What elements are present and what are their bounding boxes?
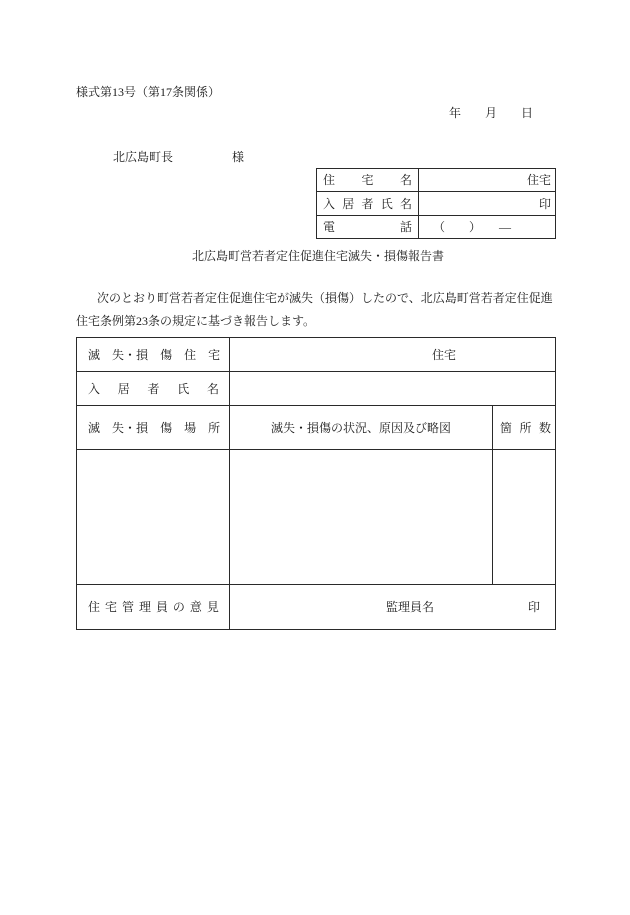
label-char: 傷	[160, 420, 173, 435]
report-row-housing	[77, 338, 556, 372]
body-line-1: 次のとおり町営若者定住促進住宅が滅失（損傷）したので、北広島町営若者定住促進	[97, 291, 553, 305]
label-char: 入	[323, 196, 336, 211]
report-row-details	[77, 450, 556, 585]
label-char: 住	[184, 347, 197, 362]
applicant-resident-label-cell	[317, 192, 419, 216]
label-char: 者	[361, 196, 374, 211]
applicant-housing-label-cell	[317, 169, 419, 192]
label-char: 箇	[500, 420, 513, 435]
report-table	[76, 337, 556, 630]
applicant-housing-value: 住宅	[419, 169, 556, 192]
label-char: 数	[539, 420, 552, 435]
label-char: 失	[112, 420, 125, 435]
label-char: 損	[136, 420, 149, 435]
situation-label: 滅失・損傷の状況、原因及び略図	[230, 406, 493, 450]
label-char	[196, 422, 208, 434]
label-char: 宅	[361, 173, 374, 187]
form-number: 様式第13号（第17条関係）	[76, 85, 221, 99]
label-char: 傷	[160, 347, 173, 362]
label-char: 見	[206, 600, 219, 614]
label-char: 入	[88, 381, 101, 396]
label-char	[100, 422, 112, 434]
label-char: 滅	[88, 347, 101, 362]
label-char: 名	[206, 381, 219, 396]
applicant-resident-seal: 印	[419, 192, 556, 216]
applicant-row-resident	[317, 192, 556, 216]
housing-label-cell	[77, 338, 230, 372]
resident-label	[88, 383, 219, 395]
resident-label-cell	[77, 372, 230, 406]
date-line: 年 月 日	[449, 106, 534, 120]
location-label-cell	[77, 406, 230, 450]
document-title: 北広島町営若者定住促進住宅滅失・損傷報告書	[192, 249, 445, 263]
label-char: 住	[323, 173, 336, 187]
label-char: 氏	[380, 196, 393, 211]
label-char	[148, 422, 160, 434]
label-char: ・	[124, 420, 137, 435]
report-row-resident	[77, 372, 556, 406]
label-char: 員	[155, 600, 168, 614]
housing-label	[88, 349, 219, 361]
label-char: ・	[124, 347, 137, 362]
report-row-opinion	[77, 585, 556, 630]
label-char: 意	[189, 600, 202, 614]
label-char: 失	[112, 347, 125, 362]
label-char: 管	[121, 600, 134, 614]
label-char: 理	[138, 600, 151, 614]
opinion-value-cell	[230, 585, 556, 630]
applicant-resident-label	[323, 198, 412, 210]
addressee: 北広島町長	[113, 150, 174, 164]
applicant-phone-value: （ ） ―	[419, 216, 556, 239]
label-char: 居	[342, 196, 355, 211]
location-value-cell	[77, 450, 230, 585]
label-char: 名	[399, 173, 412, 187]
label-char	[172, 349, 184, 361]
label-char: 名	[399, 196, 412, 211]
label-char	[100, 349, 112, 361]
opinion-label-cell	[77, 585, 230, 630]
label-char: 電	[323, 220, 336, 234]
label-char	[172, 422, 184, 434]
label-char: 居	[117, 381, 130, 396]
applicant-phone-label	[323, 221, 412, 233]
report-row-headers	[77, 406, 556, 450]
applicant-housing-label	[323, 174, 412, 186]
honorific: 様	[232, 150, 245, 164]
count-label-cell	[493, 406, 556, 450]
label-char: 滅	[88, 420, 101, 435]
supervisor-seal: 印	[528, 600, 541, 614]
label-char: の	[172, 600, 185, 614]
label-char	[196, 349, 208, 361]
label-char: 宅	[208, 347, 221, 362]
count-label	[500, 422, 551, 434]
label-char: 所	[519, 420, 532, 435]
applicant-phone-label-cell	[317, 216, 419, 239]
label-char: 場	[184, 420, 197, 435]
resident-value-cell	[230, 372, 556, 406]
label-char: 損	[136, 347, 149, 362]
applicant-row-phone	[317, 216, 556, 239]
supervisor-label: 監理員名	[386, 600, 435, 614]
applicant-row-housing	[317, 169, 556, 192]
situation-value-cell	[230, 450, 493, 585]
applicant-table	[316, 168, 556, 239]
body-line-2: 住宅条例第23条の規定に基づき報告します。	[76, 314, 316, 328]
label-char: 話	[399, 220, 412, 234]
location-label	[88, 422, 219, 434]
supervisor-signature	[230, 601, 555, 613]
label-char: 者	[147, 381, 160, 396]
count-value-cell	[493, 450, 556, 585]
label-char	[148, 349, 160, 361]
opinion-label	[88, 601, 219, 613]
label-char: 氏	[177, 381, 190, 396]
housing-value: 住宅	[230, 338, 556, 372]
label-char: 住	[88, 600, 101, 614]
label-char: 宅	[104, 600, 117, 614]
label-char: 所	[208, 420, 221, 435]
